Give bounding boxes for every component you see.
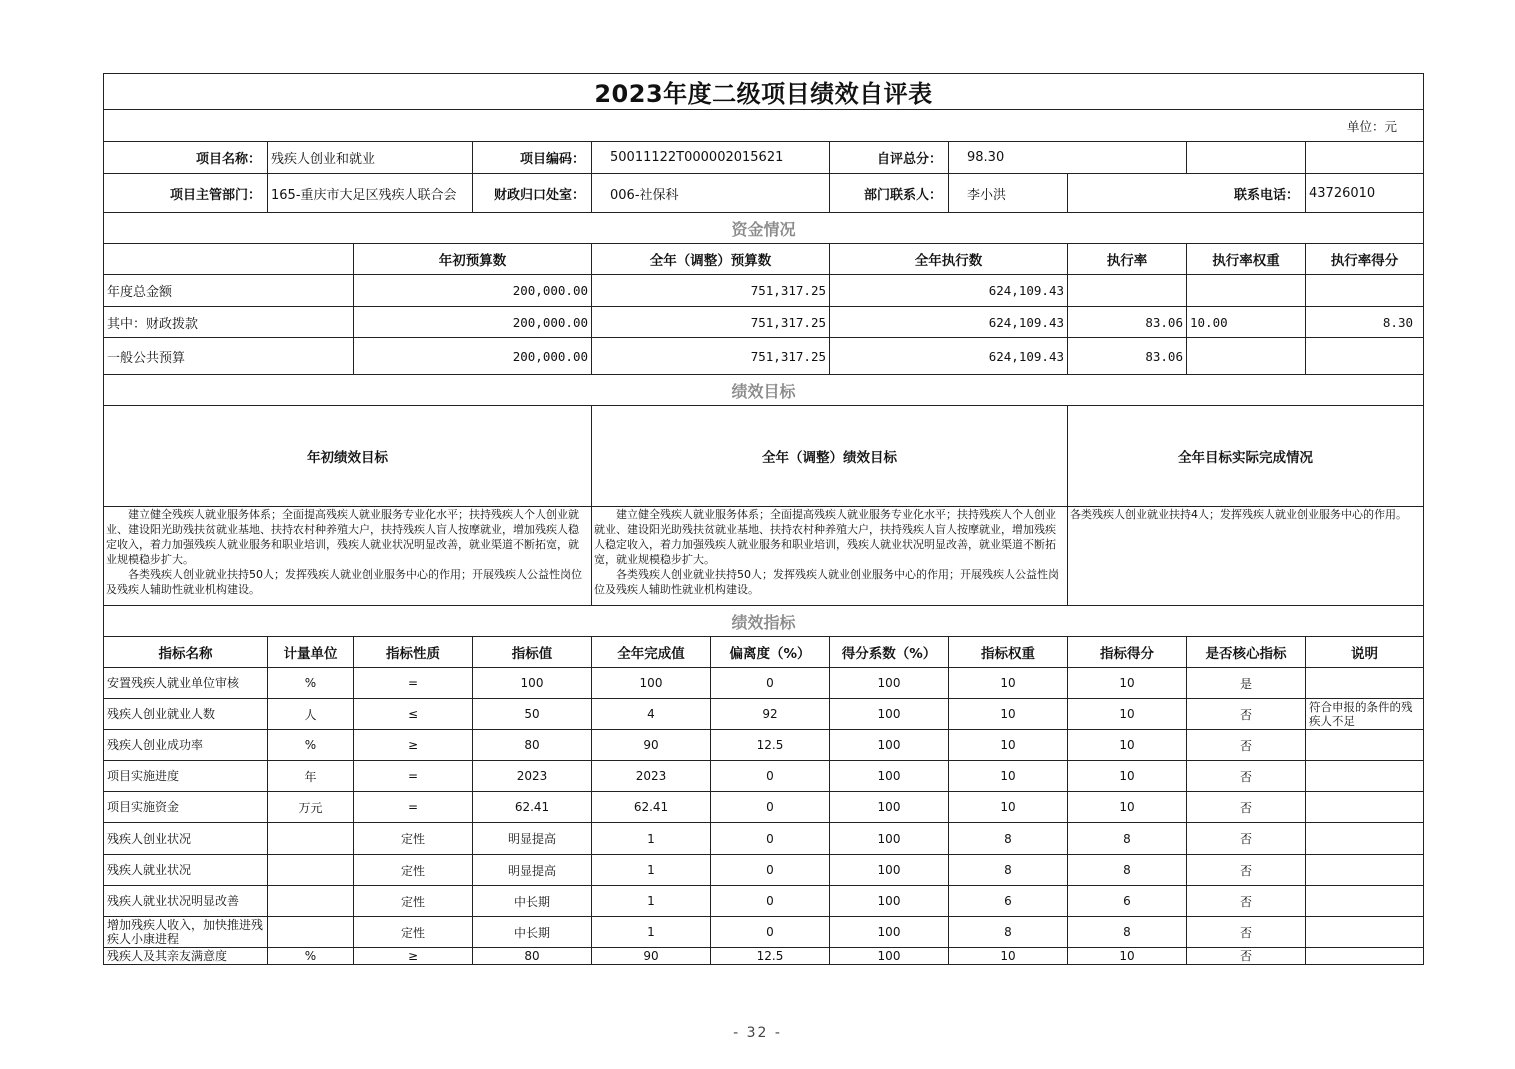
funds-row-weight (1187, 275, 1306, 307)
indicator-target: 明显提高 (473, 823, 592, 855)
indicator-name: 残疾人创业状况 (104, 823, 268, 855)
dept-label: 项目主管部门： (104, 174, 268, 213)
funds-row-adjusted: 751,317.25 (592, 338, 830, 375)
indicator-note (1306, 730, 1424, 761)
indicator-unit: 人 (268, 699, 354, 730)
indicator-coef: 100 (830, 917, 949, 948)
indicator-name: 残疾人创业就业人数 (104, 699, 268, 730)
indicator-core: 是 (1187, 668, 1306, 699)
adjusted-goal-text (592, 507, 1068, 606)
indicator-note (1306, 886, 1424, 917)
indicator-nature: = (354, 792, 473, 823)
phone: 43726010 (1306, 174, 1424, 213)
indicator-dev: 0 (711, 823, 830, 855)
ind-header-done: 全年完成值 (592, 637, 711, 668)
indicator-name: 残疾人就业状况明显改善 (104, 886, 268, 917)
finance-office: 006-社保科 (592, 174, 830, 213)
indicator-unit (268, 917, 354, 948)
funds-row-name: 其中：财政拨款 (104, 307, 354, 338)
project-code: 50011122T000002015621 (592, 142, 830, 174)
indicator-note (1306, 917, 1424, 948)
indicator-weight: 10 (949, 761, 1068, 792)
evaluation-table (103, 73, 1424, 965)
goals-header-actual: 全年目标实际完成情况 (1068, 406, 1424, 507)
actual-completion-text: 各类残疾人创业就业扶持4人；发挥残疾人就业创业服务中心的作用。 (1068, 507, 1424, 606)
page-number: - 32 - (733, 1025, 782, 1041)
funds-row-adjusted: 751,317.25 (592, 307, 830, 338)
funds-row-adjusted: 751,317.25 (592, 275, 830, 307)
ind-header-target: 指标值 (473, 637, 592, 668)
funds-row-executed: 624,109.43 (830, 275, 1068, 307)
indicator-score: 10 (1068, 948, 1187, 965)
indicator-name: 项目实施资金 (104, 792, 268, 823)
empty-cell (1187, 142, 1306, 174)
performance-evaluation-sheet (103, 73, 1423, 965)
ind-header-nature: 指标性质 (354, 637, 473, 668)
contact-person: 李小洪 (949, 174, 1068, 213)
indicator-row (104, 855, 1424, 886)
indicator-core: 否 (1187, 917, 1306, 948)
indicator-dev: 0 (711, 792, 830, 823)
sheet-title: 2023年度二级项目绩效自评表 (104, 74, 1424, 110)
funds-section-title: 资金情况 (104, 213, 1424, 244)
indicator-nature: = (354, 761, 473, 792)
goals-header-adjusted: 全年（调整）绩效目标 (592, 406, 1068, 507)
indicators-section-title: 绩效指标 (104, 606, 1424, 637)
indicator-nature: = (354, 668, 473, 699)
indicator-weight: 10 (949, 792, 1068, 823)
indicator-note (1306, 823, 1424, 855)
indicator-name: 残疾人及其亲友满意度 (104, 948, 268, 965)
indicator-core: 否 (1187, 761, 1306, 792)
indicator-unit: % (268, 730, 354, 761)
indicator-nature: ≤ (354, 699, 473, 730)
initial-goal-paragraph: 建立健全残疾人就业服务体系；全面提高残疾人就业服务专业化水平；扶持残疾人个人创业就业、建设阳光助残扶贫就业基地、扶持农村种养殖大户，扶持残疾人盲人按摩就业，增加残疾人稳定收入，着力加强残疾人就业服务和职业培训，残疾人就业状况明显改善，就业渠道不断拓宽，就业规模稳步扩大。 (106, 508, 579, 566)
ind-header-coefficient: 得分系数（%） (830, 637, 949, 668)
ind-header-name: 指标名称 (104, 637, 268, 668)
indicator-core: 否 (1187, 948, 1306, 965)
funds-header-weight: 执行率权重 (1187, 244, 1306, 275)
indicator-target: 80 (473, 730, 592, 761)
indicator-done: 1 (592, 823, 711, 855)
indicator-row (104, 730, 1424, 761)
indicator-done: 90 (592, 730, 711, 761)
funds-row (104, 275, 1424, 307)
funds-row-name: 一般公共预算 (104, 338, 354, 375)
indicator-target: 明显提高 (473, 855, 592, 886)
indicator-unit (268, 855, 354, 886)
indicator-core: 否 (1187, 886, 1306, 917)
indicator-dev: 12.5 (711, 730, 830, 761)
indicator-coef: 100 (830, 855, 949, 886)
ind-header-weight: 指标权重 (949, 637, 1068, 668)
funds-row-weight: 10.00 (1187, 307, 1306, 338)
indicator-target: 100 (473, 668, 592, 699)
indicator-score: 10 (1068, 792, 1187, 823)
funds-row (104, 338, 1424, 375)
indicator-row (104, 792, 1424, 823)
goals-section-title: 绩效目标 (104, 375, 1424, 406)
indicator-coef: 100 (830, 792, 949, 823)
indicator-nature: 定性 (354, 855, 473, 886)
indicator-note (1306, 668, 1424, 699)
indicator-weight: 10 (949, 730, 1068, 761)
indicator-unit (268, 823, 354, 855)
funds-row-rate (1068, 275, 1187, 307)
indicator-coef: 100 (830, 668, 949, 699)
indicator-unit: % (268, 948, 354, 965)
indicator-unit: % (268, 668, 354, 699)
indicator-score: 10 (1068, 668, 1187, 699)
indicator-unit (268, 886, 354, 917)
indicator-note (1306, 855, 1424, 886)
contact-label: 部门联系人： (830, 174, 949, 213)
finance-label: 财政归口处室： (473, 174, 592, 213)
indicator-row (104, 668, 1424, 699)
indicator-done: 1 (592, 886, 711, 917)
self-score: 98.30 (949, 142, 1187, 174)
indicator-weight: 6 (949, 886, 1068, 917)
indicator-done: 1 (592, 917, 711, 948)
funds-row-name: 年度总金额 (104, 275, 354, 307)
score-label: 自评总分： (830, 142, 949, 174)
indicator-dev: 0 (711, 855, 830, 886)
funds-header-rate: 执行率 (1068, 244, 1187, 275)
dept: 165-重庆市大足区残疾人联合会 (268, 174, 473, 213)
indicator-dev: 0 (711, 917, 830, 948)
funds-row-rate: 83.06 (1068, 307, 1187, 338)
funds-header-adjusted: 全年（调整）预算数 (592, 244, 830, 275)
indicator-coef: 100 (830, 761, 949, 792)
indicator-note (1306, 761, 1424, 792)
funds-row-initial: 200,000.00 (354, 275, 592, 307)
indicator-coef: 100 (830, 886, 949, 917)
indicator-dev: 12.5 (711, 948, 830, 965)
indicator-rows (104, 668, 1424, 965)
funds-row-rate: 83.06 (1068, 338, 1187, 375)
project-name: 残疾人创业和就业 (268, 142, 473, 174)
indicator-score: 6 (1068, 886, 1187, 917)
indicator-name: 项目实施进度 (104, 761, 268, 792)
initial-goal-paragraph: 各类残疾人创业就业扶持50人；发挥残疾人就业创业服务中心的作用；开展残疾人公益性岗位及残疾人辅助性就业机构建设。 (106, 568, 582, 596)
indicator-done: 1 (592, 855, 711, 886)
ind-header-note: 说明 (1306, 637, 1424, 668)
indicator-unit: 年 (268, 761, 354, 792)
indicator-score: 8 (1068, 823, 1187, 855)
indicator-name: 残疾人创业成功率 (104, 730, 268, 761)
indicator-coef: 100 (830, 823, 949, 855)
indicator-target: 80 (473, 948, 592, 965)
indicator-note (1306, 792, 1424, 823)
empty-cell (1306, 142, 1424, 174)
indicator-weight: 8 (949, 823, 1068, 855)
indicator-core: 否 (1187, 823, 1306, 855)
indicator-nature: ≥ (354, 948, 473, 965)
ind-header-unit: 计量单位 (268, 637, 354, 668)
indicator-note (1306, 948, 1424, 965)
indicator-core: 否 (1187, 855, 1306, 886)
funds-row-score: 8.30 (1306, 307, 1424, 338)
indicator-target: 中长期 (473, 917, 592, 948)
indicator-name: 残疾人就业状况 (104, 855, 268, 886)
adjusted-goal-paragraph: 各类残疾人创业就业扶持50人；发挥残疾人就业创业服务中心的作用；开展残疾人公益性岗位及残疾人辅助性就业机构建设。 (594, 568, 1059, 596)
ind-header-core: 是否核心指标 (1187, 637, 1306, 668)
indicator-done: 90 (592, 948, 711, 965)
indicator-done: 2023 (592, 761, 711, 792)
indicator-unit: 万元 (268, 792, 354, 823)
funds-row-executed: 624,109.43 (830, 307, 1068, 338)
goals-header-initial: 年初绩效目标 (104, 406, 592, 507)
indicator-row (104, 823, 1424, 855)
indicator-weight: 8 (949, 917, 1068, 948)
indicator-score: 8 (1068, 917, 1187, 948)
funds-header-executed: 全年执行数 (830, 244, 1068, 275)
funds-row (104, 307, 1424, 338)
indicator-weight: 10 (949, 948, 1068, 965)
indicator-dev: 0 (711, 886, 830, 917)
indicator-score: 10 (1068, 730, 1187, 761)
indicator-row (104, 699, 1424, 730)
indicator-name: 增加残疾人收入，加快推进残疾人小康进程 (104, 917, 268, 948)
indicator-done: 100 (592, 668, 711, 699)
indicator-nature: ≥ (354, 730, 473, 761)
ind-header-score: 指标得分 (1068, 637, 1187, 668)
indicator-row (104, 761, 1424, 792)
indicator-coef: 100 (830, 948, 949, 965)
project-code-label: 项目编码： (473, 142, 592, 174)
funds-header-score: 执行率得分 (1306, 244, 1424, 275)
indicator-weight: 10 (949, 668, 1068, 699)
indicator-target: 50 (473, 699, 592, 730)
funds-row-initial: 200,000.00 (354, 307, 592, 338)
indicator-row (104, 948, 1424, 965)
indicator-coef: 100 (830, 699, 949, 730)
funds-header-initial: 年初预算数 (354, 244, 592, 275)
funds-header-blank (104, 244, 354, 275)
ind-header-deviation: 偏离度（%） (711, 637, 830, 668)
indicator-nature: 定性 (354, 823, 473, 855)
initial-goal-text (104, 507, 592, 606)
indicator-dev: 92 (711, 699, 830, 730)
indicator-core: 否 (1187, 699, 1306, 730)
project-name-label: 项目名称： (104, 142, 268, 174)
indicator-weight: 8 (949, 855, 1068, 886)
unit-label: 单位：元 (104, 110, 1424, 142)
adjusted-goal-paragraph: 建立健全残疾人就业服务体系；全面提高残疾人就业服务专业化水平；扶持残疾人个人创业就业、建设阳光助残扶贫就业基地、扶持农村种养殖大户，扶持残疾人盲人按摩就业，增加残疾人稳定收入，着力加强残疾人就业服务和职业培训，残疾人就业状况明显改善，就业渠道不断拓宽，就业规模稳步扩大。 (594, 508, 1056, 566)
indicator-core: 否 (1187, 792, 1306, 823)
funds-row-initial: 200,000.00 (354, 338, 592, 375)
indicator-nature: 定性 (354, 917, 473, 948)
indicator-dev: 0 (711, 761, 830, 792)
indicator-dev: 0 (711, 668, 830, 699)
indicator-target: 62.41 (473, 792, 592, 823)
funds-row-score (1306, 338, 1424, 375)
indicator-coef: 100 (830, 730, 949, 761)
indicator-row (104, 886, 1424, 917)
funds-row-score (1306, 275, 1424, 307)
phone-label: 联系电话： (1068, 174, 1306, 213)
indicator-weight: 10 (949, 699, 1068, 730)
indicator-done: 62.41 (592, 792, 711, 823)
indicator-nature: 定性 (354, 886, 473, 917)
indicator-row (104, 917, 1424, 948)
indicator-done: 4 (592, 699, 711, 730)
indicator-target: 中长期 (473, 886, 592, 917)
indicator-score: 10 (1068, 699, 1187, 730)
funds-row-weight (1187, 338, 1306, 375)
indicator-name: 安置残疾人就业单位审核 (104, 668, 268, 699)
indicator-core: 否 (1187, 730, 1306, 761)
funds-row-executed: 624,109.43 (830, 338, 1068, 375)
indicator-score: 8 (1068, 855, 1187, 886)
indicator-score: 10 (1068, 761, 1187, 792)
indicator-note: 符合申报的条件的残疾人不足 (1306, 699, 1424, 730)
indicator-target: 2023 (473, 761, 592, 792)
